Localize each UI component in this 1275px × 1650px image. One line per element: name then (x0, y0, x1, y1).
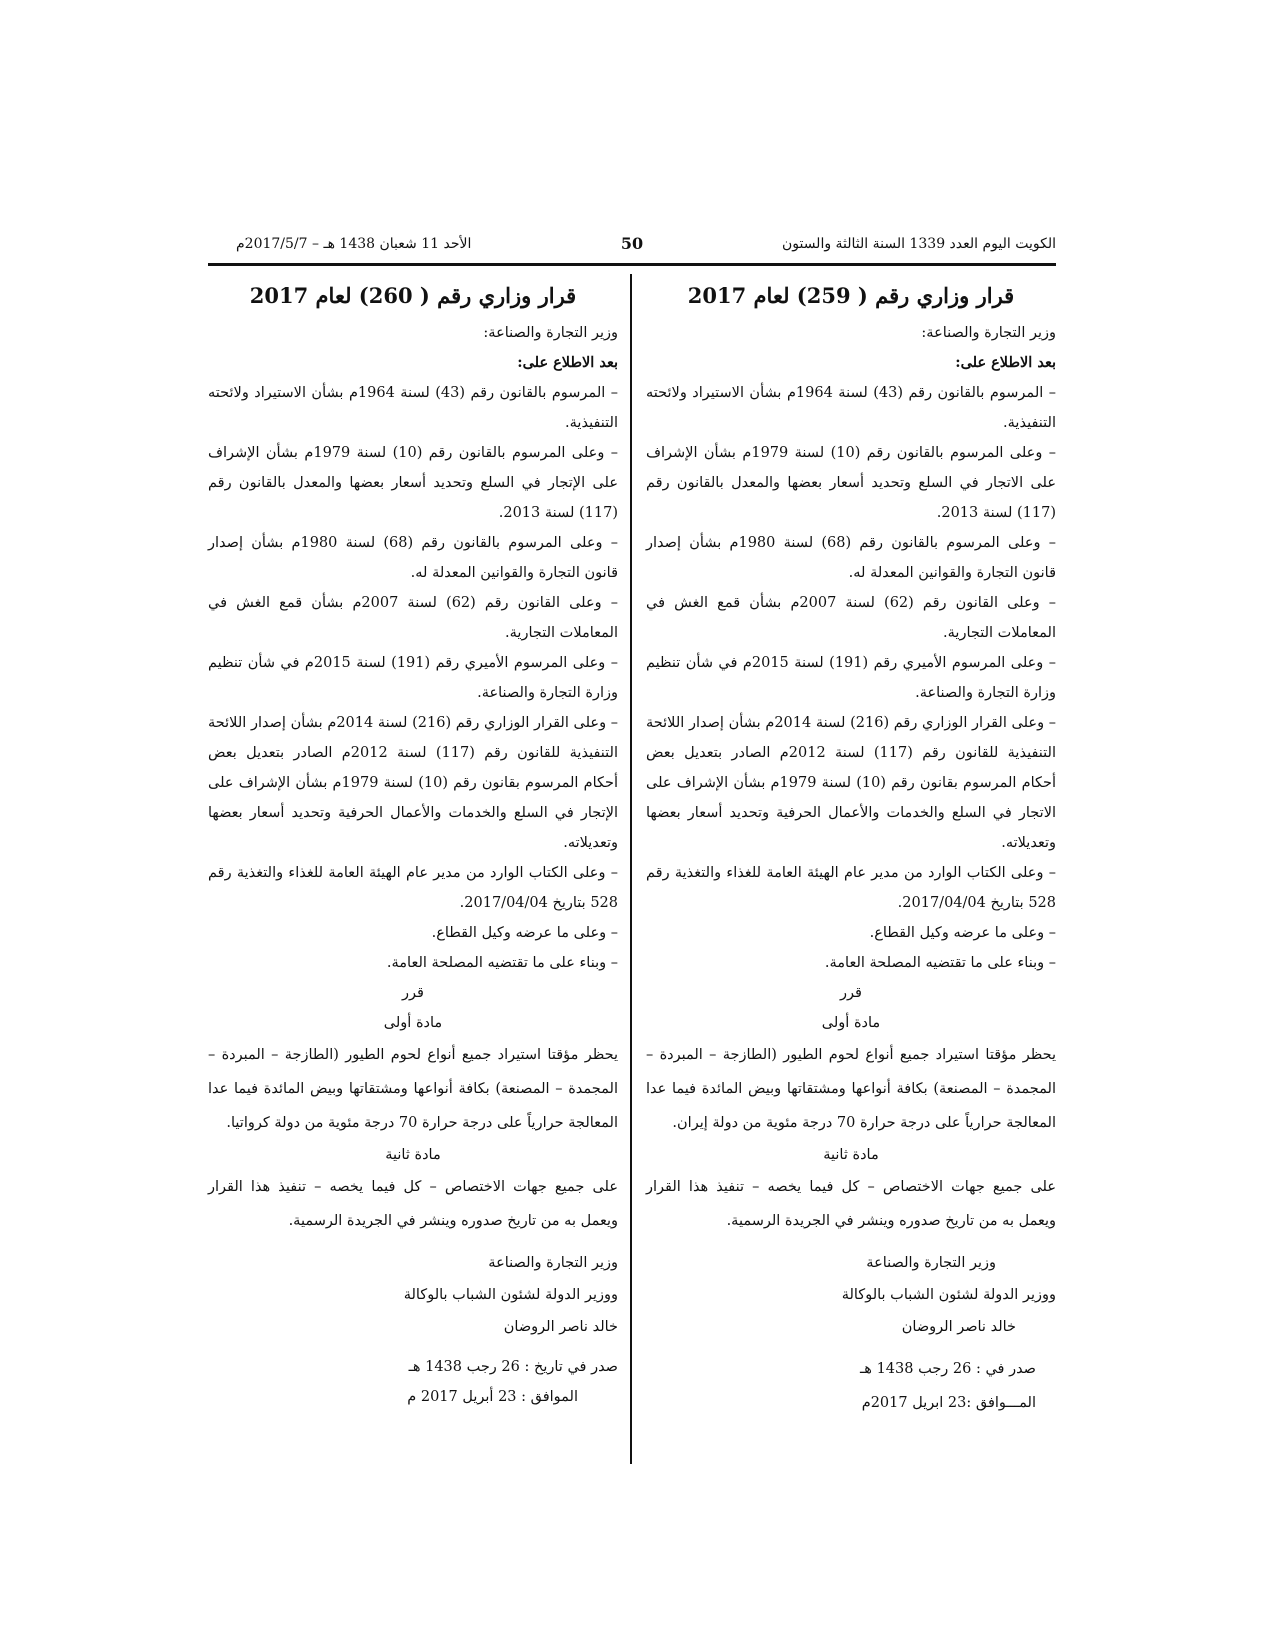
decree-260-item: – وعلى القانون رقم (62) لسنة 2007م بشأن قمع الغش في المعاملات التجارية. (208, 595, 618, 641)
decree-260-article2-heading: مادة ثانية (385, 1147, 441, 1163)
decree-259-decided: قرر (840, 985, 862, 1001)
decree-259-sig-minister: وزير التجارة والصناعة (866, 1255, 996, 1271)
decree-259-item: – وعلى القرار الوزاري رقم (216) لسنة 2014م بشأن إصدار اللائحة التنفيذية للقانون رقم (117) لسنة 2012م الصادر بتعديل بعض أحكام المرسوم بقانون رقم (10) لسنة 1979م بشأن الإشراف على الاتجار في السلع والخدمات والأعمال الحرفية وتحديد أسعار بعضها وتعديلاته. (646, 715, 1056, 851)
decree-259-item: – وعلى المرسوم بالقانون رقم (10) لسنة 1979م بشأن الإشراف على الاتجار في السلع وتحديد أسعار بعضها والمعدل بالقانون رقم (117) لسنة 2013. (646, 445, 1056, 521)
decree-260-sig-name: خالد ناصر الروضان (503, 1319, 618, 1335)
decree-260-item: – المرسوم بالقانون رقم (43) لسنة 1964م بشأن الاستيراد ولائحته التنفيذية. (208, 385, 618, 431)
decree-259-item: – وبناء على ما تقتضيه المصلحة العامة. (824, 955, 1056, 971)
decree-260-item: – وعلى القرار الوزاري رقم (216) لسنة 2014م بشأن إصدار اللائحة التنفيذية للقانون رقم (117) لسنة 2012م الصادر بتعديل بعض أحكام المرسوم بقانون رقم (10) لسنة 1979م بشأن الإشراف على الإتجار في السلع والخدمات والأعمال الحرفية وتحديد أسعار بعضها وتعديلاته. (208, 715, 618, 851)
decree-259-sig-name: خالد ناصر الروضان (901, 1319, 1016, 1335)
decree-259-item: – المرسوم بالقانون رقم (43) لسنة 1964م بشأن الاستيراد ولائحته التنفيذية. (646, 385, 1056, 431)
decree-260-item: – وعلى المرسوم بالقانون رقم (10) لسنة 1979م بشأن الإشراف على الإتجار في السلع وتحديد أسعار بعضها والمعدل بالقانون رقم (117) لسنة 2013. (208, 445, 618, 521)
decree-259-article1-heading: مادة أولى (821, 1015, 881, 1031)
decree-260-item: – وبناء على ما تقتضيه المصلحة العامة. (386, 955, 618, 971)
decree-259-column (646, 278, 1056, 1420)
decree-260-column (208, 278, 618, 1412)
decree-260-minister: وزير التجارة والصناعة: (483, 325, 618, 341)
page-number: 50 (620, 234, 644, 253)
gazette-issue-info: الكويت اليوم العدد 1339 السنة الثالثة والستون (781, 236, 1056, 252)
decree-259-item: – وعلى المرسوم الأميري رقم (191) لسنة 2015م في شأن تنظيم وزارة التجارة والصناعة. (646, 655, 1056, 701)
header-rule (208, 263, 1056, 266)
decree-260-article2-text: على جميع جهات الاختصاص – كل فيما يخصه – تنفيذ هذا القرار ويعمل به من تاريخ صدوره وينشر في الجريدة الرسمية. (208, 1179, 618, 1229)
decree-259-corresponding: المـــوافق :23 ابريل 2017م (861, 1395, 1036, 1411)
decree-260-item: – وعلى ما عرضه وكيل القطاع. (431, 925, 618, 941)
decree-260-sig-minister: وزير التجارة والصناعة (488, 1255, 618, 1271)
decree-259-issued: صدر في : 26 رجب 1438 هـ (860, 1361, 1036, 1377)
decree-260-corresponding: الموافق : 23 أبريل 2017 م (407, 1389, 578, 1405)
decree-260-sig-youth: ووزير الدولة لشئون الشباب بالوكالة (403, 1287, 618, 1303)
decree-259-sig-youth: ووزير الدولة لشئون الشباب بالوكالة (841, 1287, 1056, 1303)
decree-260-title: قرار وزاري رقم ( 260) لعام 2017 (249, 283, 577, 308)
decree-260-article1-text: يحظر مؤقتا استيراد جميع أنواع لحوم الطيور (الطازجة – المبردة – المجمدة – المصنعة) بكافة أنواعها ومشتقاتها وبيض المائدة فيما عدا المعالجة حرارياً على درجة حرارة 70 درجة مئوية من دولة كرواتيا. (208, 1047, 618, 1131)
decree-260-item: – وعلى المرسوم بالقانون رقم (68) لسنة 1980م بشأن إصدار قانون التجارة والقوانين المعدلة له. (208, 535, 618, 581)
decree-259-article1-text: يحظر مؤقتا استيراد جميع أنواع لحوم الطيور (الطازجة – المبردة – المجمدة – المصنعة) بكافة أنواعها ومشتقاتها وبيض المائدة فيما عدا المعالجة حرارياً على درجة حرارة 70 درجة مئوية من دولة إيران. (646, 1047, 1056, 1131)
decree-260-item: – وعلى الكتاب الوارد من مدير عام الهيئة العامة للغذاء والتغذية رقم 528 بتاريخ 2017/04/04. (208, 865, 618, 911)
decree-259-item: – وعلى القانون رقم (62) لسنة 2007م بشأن قمع الغش في المعاملات التجارية. (646, 595, 1056, 641)
decree-259-article2-heading: مادة ثانية (823, 1147, 879, 1163)
decree-259-article2-text: على جميع جهات الاختصاص – كل فيما يخصه – تنفيذ هذا القرار ويعمل به من تاريخ صدوره وينشر في الجريدة الرسمية. (646, 1179, 1056, 1229)
decree-259-minister: وزير التجارة والصناعة: (921, 325, 1056, 341)
decree-260-item: – وعلى المرسوم الأميري رقم (191) لسنة 2015م في شأن تنظيم وزارة التجارة والصناعة. (208, 655, 618, 701)
column-divider (630, 274, 632, 1464)
decree-260-decided: قرر (402, 985, 424, 1001)
decree-259-item: – وعلى ما عرضه وكيل القطاع. (869, 925, 1056, 941)
issue-date: الأحد 11 شعبان 1438 هـ – 2017/5/7م (236, 236, 472, 252)
decree-259-title: قرار وزاري رقم ( 259) لعام 2017 (687, 283, 1015, 308)
decree-260-issued: صدر في تاريخ : 26 رجب 1438 هـ (408, 1359, 618, 1375)
decree-260-after-review: بعد الاطلاع على: (517, 354, 618, 371)
gazette-header (208, 236, 1056, 262)
decree-259-item: – وعلى الكتاب الوارد من مدير عام الهيئة العامة للغذاء والتغذية رقم 528 بتاريخ 2017/04/04. (646, 865, 1056, 911)
decree-259-after-review: بعد الاطلاع على: (955, 354, 1056, 371)
decree-259-item: – وعلى المرسوم بالقانون رقم (68) لسنة 1980م بشأن إصدار قانون التجارة والقوانين المعدلة له. (646, 535, 1056, 581)
decree-260-article1-heading: مادة أولى (383, 1015, 443, 1031)
